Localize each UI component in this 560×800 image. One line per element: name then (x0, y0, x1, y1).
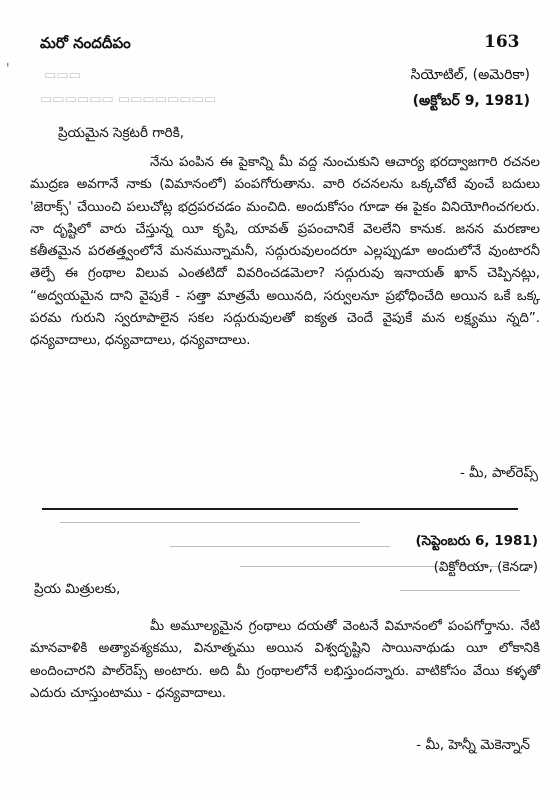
page-number: 163 (484, 32, 520, 52)
letter1-signature: - మీ, పాల్‌రెప్స్ (459, 465, 538, 481)
letter2-place: (విక్టోరియా, (కెనడా) (433, 559, 538, 575)
letter1-salutation: ప్రియమైన సెక్రటరీ గారికి, (58, 125, 185, 141)
book-title: మరో నందదీపం (40, 34, 131, 52)
letter1-body: నేను పంపిన ఈ పైకాన్ని మీ వద్ద నుంచుకుని ఆచార్య భరద్వాజగారి రచనల ముద్రణ అవగానే నాకు (విమానంలో) పంపగోరుతాను. వారి రచనలను ఒక్కచోటే వుంచే బదులు 'జెరాక్స్' చేయించి పలుచోట్ల భద్రపరచడం మంచిది. అందుకోసం గూడా ఈ పైకం వినియోగించగలరు. నా దృష్టిలో వారు చేస్తున్న యీ కృషి, యావత్ ప్రపంచానికే వెలలేని కానుక. జనన మరణాల కతీతమైన పరతత్త్వంలోనే మనమున్నామనీ, సద్గురువులందరూ ఎల్లప్పుడూ అందులోనే వుంటారనీ తెల్పే ఈ గ్రంథాల విలువ ఎంతటిదో వివరించడమెలా? సద్గురువు ఇనాయత్ ఖాన్ చెప్పినట్లు, “అద్వయమైన దాని వైపుకే - సత్తా మాత్రమే అయినది, సర్వులనూ ప్రభోధించేది అయిన ఒకే ఒక్క పరమ గురుని స్వరూపాలైన సకల సద్గురువులతో ఐక్యత చెందే వైపుకే మన లక్ష్యము న్నది”. ధన్యవాదాలు, ధన్యవాదాలు, ధన్యవాదాలు. (30, 155, 540, 349)
letter1-place: సియోటిల్, (అమెరికా) (410, 67, 530, 83)
margin-mark: ˈ (6, 62, 10, 77)
page-header (0, 28, 560, 52)
show-through-text: ▭▭▭▭▭▭ ▭▭▭▭▭▭▭▭ (40, 92, 217, 107)
letter2-signature: - మీ, హెన్నీ మెకెన్నాన్ (416, 737, 530, 753)
show-through-line (60, 522, 360, 523)
show-through-text: ▭▭▭ (44, 68, 81, 83)
letter2-date: (సెప్టెంబరు 6, 1981) (415, 533, 538, 549)
letter-divider (42, 508, 518, 510)
show-through-line (170, 546, 390, 547)
letter2-salutation: ప్రియ మిత్రులకు, (34, 581, 121, 597)
show-through-line (400, 590, 520, 591)
letter2-body: మీ అమూల్యమైన గ్రంథాలు దయతో వెంటనే విమానంలో పంపగోర్తాను. నేటి మానవాళికి అత్యావశ్యకము, వినూత్నము అయిన విశ్వదృష్టిని సాయినాథుడు యీ లోకానికి అందించారని పాల్‌రెప్స్ అంటారు. అది మీ గ్రంథాలలోనే లభిస్తుందన్నారు. వాటికోసం వేయి కళ్ళతో ఎదురు చూస్తుంటాము - ధన్యవాదాలు. (30, 619, 540, 701)
letter1-date: (అక్టోబర్ 9, 1981) (412, 93, 530, 109)
